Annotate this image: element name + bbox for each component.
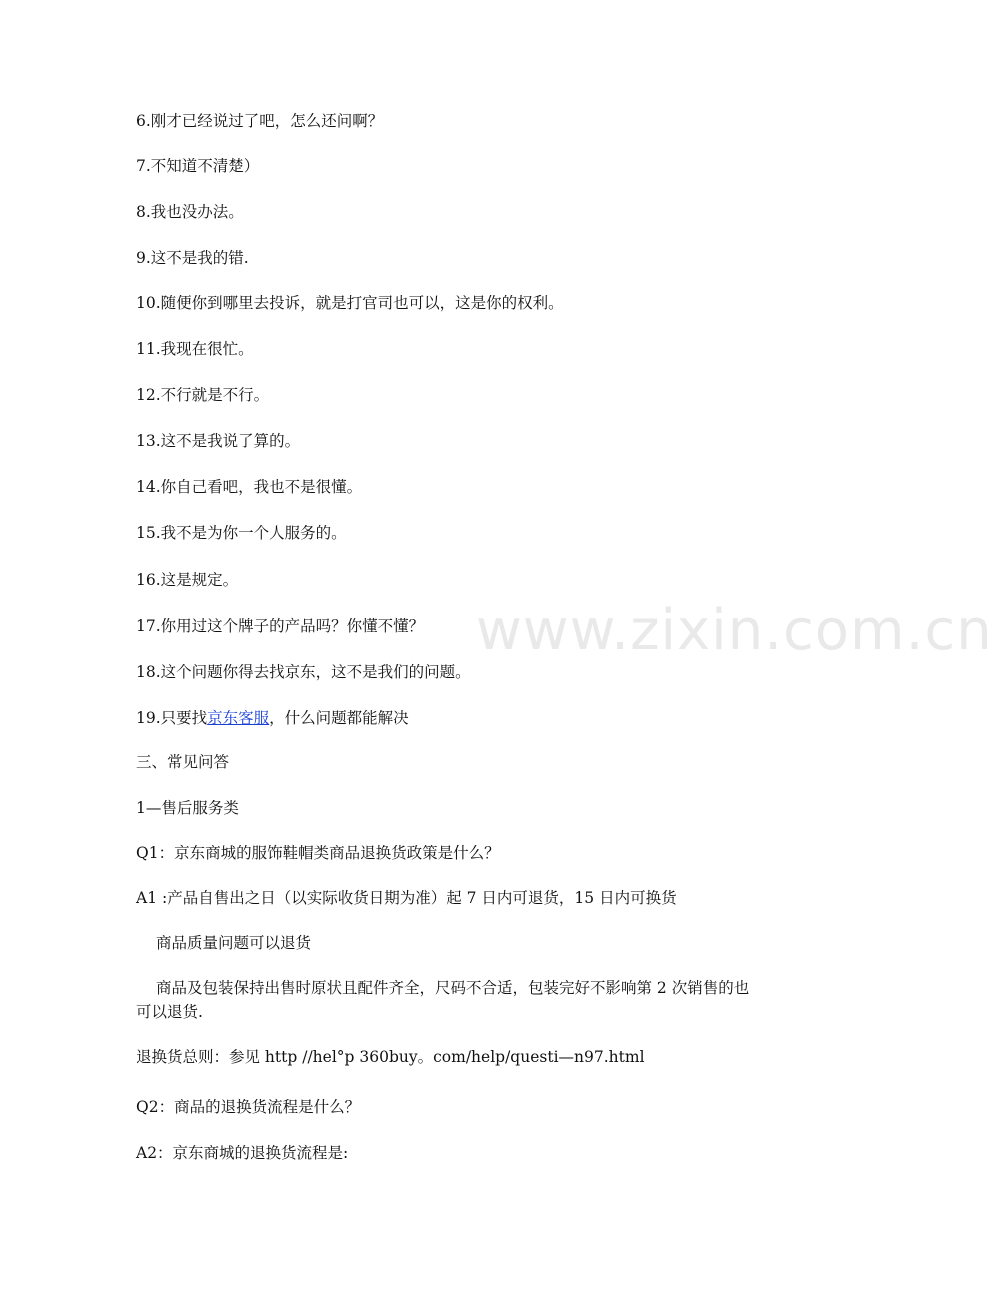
list-item: 17.你用过这个牌子的产品吗？你懂不懂？ [136,617,425,635]
list-item: 11.我现在很忙。 [136,340,254,358]
list-item: 6.刚才已经说过了吧，怎么还问啊？ [136,112,384,130]
list-item: 18.这个问题你得去找京东，这不是我们的问题。 [136,663,471,681]
answer-1-paragraph-line: 可以退货. [136,1003,203,1021]
list-item: 8.我也没办法。 [136,203,244,221]
question-1: Q1：京东商城的服饰鞋帽类商品退换货政策是什么？ [136,844,500,862]
list-item-19 [136,707,409,729]
list-item: 14.你自己看吧，我也不是很懂。 [136,478,363,496]
section-heading: 三、常见问答 [136,753,230,771]
watermark: www.zixin.com.cn [476,598,993,663]
category-heading: 1—售后服务类 [136,799,239,817]
policy-reference: 退换货总则：参见 http //hel°p 360buy。com/help/questi—n97.html [136,1048,645,1066]
answer-1-paragraph: 商品质量问题可以退货 [156,934,312,952]
list-item: 7.不知道不清楚） [136,157,260,175]
answer-1-paragraph-line: 商品及包装保持出售时原状且配件齐全，尺码不合适，包装完好不影响第 2 次销售的也 [156,979,750,997]
list-item: 9.这不是我的错. [136,249,249,267]
list-item-19-prefix: 19.只要找 [136,709,208,727]
list-item: 10.随便你到哪里去投诉，就是打官司也可以，这是你的权利。 [136,294,564,312]
answer-2: A2：京东商城的退换货流程是: [136,1144,349,1162]
list-item: 15.我不是为你一个人服务的。 [136,524,347,542]
answer-1: A1 :产品自售出之日（以实际收货日期为准）起 7 日内可退货，15 日内可换货 [136,889,677,907]
list-item: 12.不行就是不行。 [136,386,270,404]
list-item: 16.这是规定。 [136,571,239,589]
list-item: 13.这不是我说了算的。 [136,432,301,450]
jd-customer-service-link[interactable]: 京东客服 [207,709,270,727]
question-2: Q2：商品的退换货流程是什么？ [136,1098,361,1116]
list-item-19-suffix: ，什么问题都能解决 [269,709,409,727]
